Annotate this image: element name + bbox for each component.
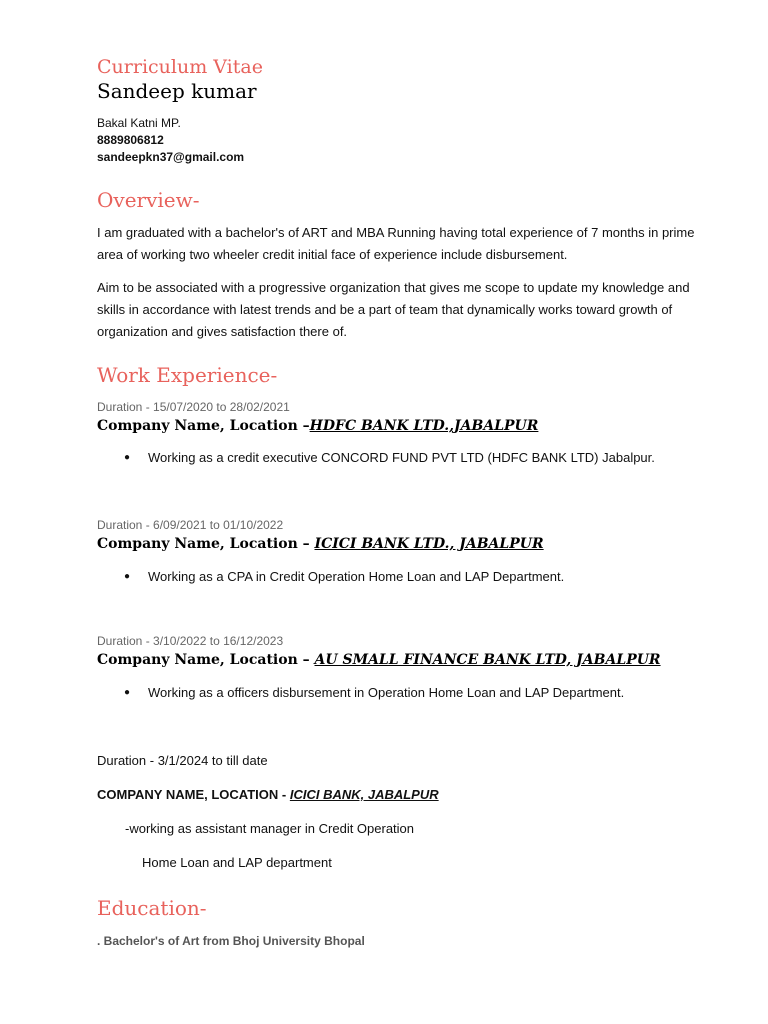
job-description: Working as a CPA in Credit Operation Home Loan and LAP Department. [148,569,565,584]
address: Bakal Katni MP. [97,116,181,130]
bullet-icon: ● [124,571,131,582]
overview-paragraph-2: Aim to be associated with a progressive organization that gives me scope to update my knowledge and skills in accordance with latest trends and be a part of team that dynamically works toward growth of organization and gives satisfaction there of. [97,280,690,339]
education-item: . Bachelor's of Art from Bhoj University Bhopal [97,934,365,948]
job-duration: Duration - 6/09/2021 to 01/10/2022 [97,518,284,532]
company-label: Company Name, Location – [97,418,310,434]
job-company-line [97,652,661,668]
company-label: Company Name, Location – [97,652,310,668]
job-description: Working as a officers disbursement in Operation Home Loan and LAP Department. [148,685,625,700]
email: sandeepkn37@gmail.com [97,150,245,164]
overview-paragraph-1: I am graduated with a bachelor's of ART and MBA Running having total experience of 7 months in prime area of working two wheeler credit initial face of experience include disbursement. [97,225,695,262]
current-company-line [97,787,439,802]
current-job-description: -working as assistant manager in Credit Operation [125,821,415,836]
company-label: Company Name, Location – [97,536,310,552]
company-link[interactable]: AU SMALL FINANCE BANK LTD, JABALPUR [314,652,661,668]
bullet-icon: ● [124,687,131,698]
job-company-line [97,418,538,434]
company-link[interactable]: ICICI BANK LTD., JABALPUR [314,536,544,552]
overview-heading: Overview- [97,188,200,212]
job-company-line [97,536,544,552]
phone: 8889806812 [97,133,164,147]
current-job-description-cont: Home Loan and LAP department [142,855,332,870]
company-link[interactable]: HDFC BANK LTD.,JABALPUR [309,418,539,434]
job-duration: Duration - 15/07/2020 to 28/02/2021 [97,400,290,414]
education-heading: Education- [97,896,207,920]
work-experience-heading: Work Experience- [97,363,278,387]
company-label: COMPANY NAME, LOCATION - [97,787,287,802]
cv-title: Curriculum Vitae [97,56,263,78]
company-link[interactable]: ICICI BANK, JABALPUR [289,787,439,802]
current-job-duration: Duration - 3/1/2024 to till date [97,753,268,768]
job-duration: Duration - 3/10/2022 to 16/12/2023 [97,634,284,648]
bullet-icon: ● [124,452,131,463]
candidate-name: Sandeep kumar [97,79,257,103]
job-description: Working as a credit executive CONCORD FUND PVT LTD (HDFC BANK LTD) Jabalpur. [148,450,655,465]
